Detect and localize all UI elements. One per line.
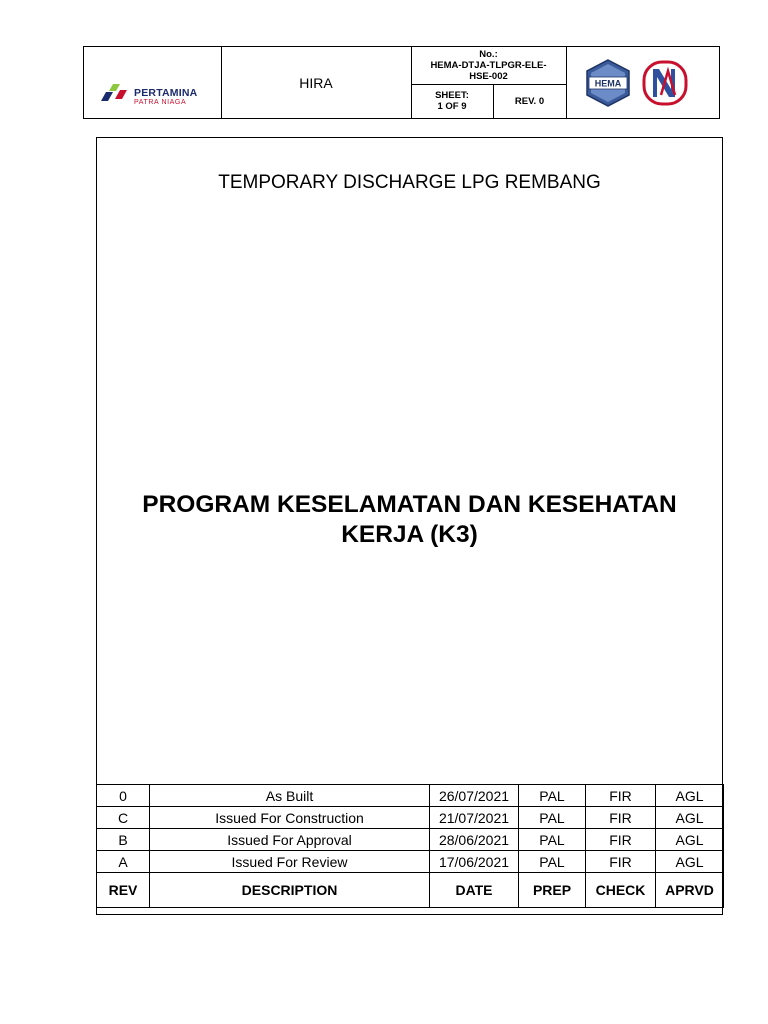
header-description: DESCRIPTION xyxy=(150,873,430,908)
rev-cell: B xyxy=(97,829,150,851)
header-rev: REV xyxy=(97,873,150,908)
doc-type: HIRA xyxy=(299,74,333,91)
prep-cell: PAL xyxy=(519,807,586,829)
sheet-label: SHEET: xyxy=(435,90,469,101)
aprvd-cell: AGL xyxy=(656,829,724,851)
table-row xyxy=(97,851,724,873)
revision-table xyxy=(96,784,724,908)
rev-cell: C xyxy=(97,807,150,829)
document-number xyxy=(411,47,566,84)
description-cell: Issued For Review xyxy=(150,851,430,873)
document-header xyxy=(83,46,720,119)
aprvd-cell: AGL xyxy=(656,851,724,873)
pertamina-logo xyxy=(84,47,221,118)
table-row xyxy=(97,785,724,807)
revision-number: REV. 0 xyxy=(514,95,545,107)
doc-no-line1: HEMA-DTJA-TLPGR-ELE- xyxy=(430,60,547,71)
company-subname: PATRA NIAGA xyxy=(134,99,187,106)
company-name: PERTAMINA xyxy=(134,87,198,99)
header-date: DATE xyxy=(430,873,519,908)
header-aprvd: APRVD xyxy=(656,873,724,908)
description-cell: As Built xyxy=(150,785,430,807)
check-cell: FIR xyxy=(586,785,656,807)
prep-cell: PAL xyxy=(519,829,586,851)
check-cell: FIR xyxy=(586,829,656,851)
date-cell: 26/07/2021 xyxy=(430,785,519,807)
project-title: TEMPORARY DISCHARGE LPG REMBANG xyxy=(218,172,601,193)
partner-logos xyxy=(566,47,719,118)
aprvd-cell: AGL xyxy=(656,785,724,807)
table-row xyxy=(97,807,724,829)
sheet-value: 1 OF 9 xyxy=(437,101,467,112)
document-frame xyxy=(96,137,723,915)
sheet-info xyxy=(411,84,493,118)
table-header-row xyxy=(97,873,724,908)
hema-logo-icon xyxy=(585,59,631,107)
date-cell: 21/07/2021 xyxy=(430,807,519,829)
table-row xyxy=(97,829,724,851)
description-cell: Issued For Approval xyxy=(150,829,430,851)
prep-cell: PAL xyxy=(519,785,586,807)
rev-cell: A xyxy=(97,851,150,873)
doc-no-label: No.: xyxy=(479,49,498,60)
description-cell: Issued For Construction xyxy=(150,807,430,829)
aprvd-cell: AGL xyxy=(656,807,724,829)
hema-logo-text: HEMA xyxy=(594,78,622,89)
date-cell: 28/06/2021 xyxy=(430,829,519,851)
partner-emblem-icon xyxy=(641,59,689,107)
document-title xyxy=(97,490,722,550)
check-cell: FIR xyxy=(586,851,656,873)
document-title-line2: KERJA (K3) xyxy=(341,521,478,548)
header-check: CHECK xyxy=(586,873,656,908)
check-cell: FIR xyxy=(586,807,656,829)
date-cell: 17/06/2021 xyxy=(430,851,519,873)
document-title-line1: PROGRAM KESELAMATAN DAN KESEHATAN xyxy=(142,491,677,518)
prep-cell: PAL xyxy=(519,851,586,873)
header-prep: PREP xyxy=(519,873,586,908)
rev-cell: 0 xyxy=(97,785,150,807)
doc-no-line2: HSE-002 xyxy=(469,71,508,82)
pertamina-arrow-icon xyxy=(99,79,129,103)
